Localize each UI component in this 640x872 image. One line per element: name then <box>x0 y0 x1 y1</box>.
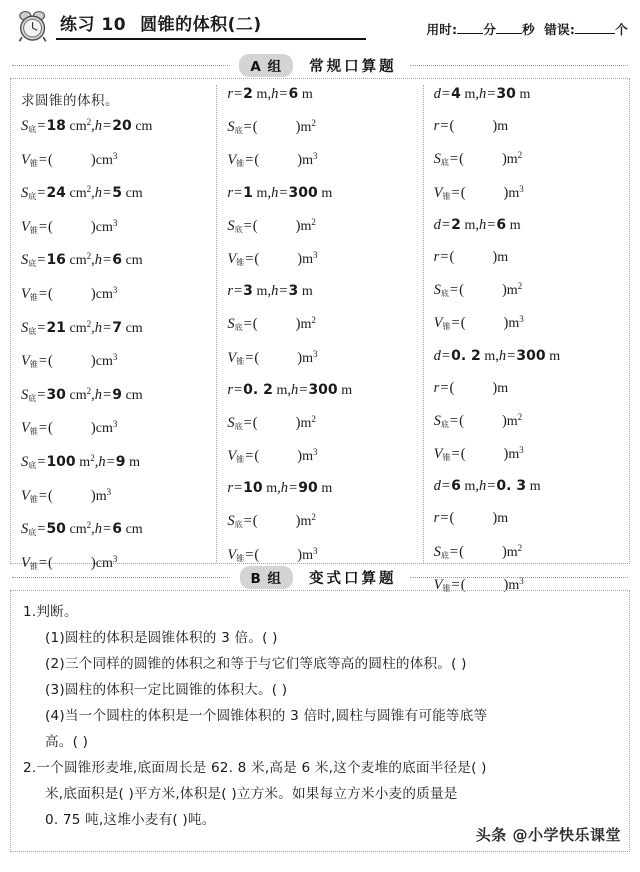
question-1-item-4[interactable]: (4)当一个圆柱的体积是一个圆锥体积的 3 倍时,圆柱与圆锥有可能等底等 <box>45 708 488 724</box>
row-s-given-3: $S_底=16$ $cm^2,h=6$ cm <box>21 251 143 269</box>
section-b <box>10 590 630 852</box>
row-s-blank-5[interactable]: $S_底=$( )$m^2$ <box>227 512 316 530</box>
time-label: 用时: <box>426 22 458 37</box>
question-1-item-1[interactable]: (1)圆柱的体积是圆锥体积的 3 倍。( ) <box>45 630 278 646</box>
row-r-blank-4[interactable]: r=( )m <box>433 510 509 527</box>
second-unit: 秒 <box>522 22 535 37</box>
row-v-blank-3[interactable]: $V_锥=$( )$m^3$ <box>227 348 318 366</box>
row-s-blank-3[interactable]: $S_底=$( )$m^2$ <box>433 411 523 429</box>
row-s-given-5: $S_底=30$ $cm^2,h=9$ cm <box>21 385 143 403</box>
row-s-blank-3[interactable]: $S_底=$( )$m^2$ <box>227 315 316 333</box>
column-1-prompt: 求圆锥的体积。 <box>21 93 119 109</box>
question-1-item-3[interactable]: (3)圆柱的体积一定比圆锥的体积大。( ) <box>45 682 288 698</box>
question-2-line-1[interactable] <box>23 755 619 781</box>
column-1-rows <box>21 118 210 571</box>
row-v-blank-3[interactable]: $V_锥=$( )$m^3$ <box>433 445 524 463</box>
row-s-blank-1[interactable]: $S_底=$( )$m^2$ <box>433 150 523 168</box>
alarm-clock-icon <box>16 9 50 43</box>
error-unit: 个 <box>615 22 628 37</box>
group-b-banner <box>0 564 640 590</box>
timing-meta <box>426 20 628 38</box>
row-v-blank-4[interactable]: $V_锥=$( )$m^3$ <box>227 447 318 465</box>
group-a-label: 常规口算题 <box>305 55 401 76</box>
row-s-blank-2[interactable]: $S_底=$( )$m^2$ <box>227 216 316 234</box>
group-b-label: 变式口算题 <box>305 567 401 588</box>
row-v-blank-3[interactable]: $V_锥=$( )$cm^3$ <box>21 284 118 302</box>
row-d-given-3: d=0. 2 m,h=300 m <box>433 347 561 364</box>
row-s-given-4: $S_底=21$ $cm^2,h=7$ cm <box>21 318 143 336</box>
group-b-badge: B 组 <box>240 566 294 589</box>
row-s-given-1: $S_底=18$ $cm^2,h=20$ cm <box>21 117 153 134</box>
row-s-given-7: $S_底=50$ $cm^2,h=6$ cm <box>21 520 143 538</box>
question-1 <box>23 599 619 755</box>
row-d-given-1: d=4 m,h=30 m <box>433 86 531 102</box>
group-a-badge: A 组 <box>239 54 293 77</box>
column-2 <box>216 85 422 563</box>
exercise-number: 练习 10 <box>60 15 127 35</box>
row-r-blank-2[interactable]: r=( )m <box>433 248 509 265</box>
question-1-number: 1. <box>23 604 37 620</box>
row-v-blank-7[interactable]: $V_锥=$( )$cm^3$ <box>21 553 118 571</box>
row-v-blank-2[interactable]: $V_锥=$( )$m^3$ <box>227 249 318 267</box>
question-2-line-2[interactable]: 米,底面积是( )平方米,体积是( )立方米。如果每立方米小麦的质量是 <box>45 786 458 802</box>
row-r-blank-3[interactable]: r=( )m <box>433 379 509 396</box>
column-3-rows <box>434 87 623 593</box>
column-2-rows <box>227 87 416 563</box>
row-v-blank-1[interactable]: $V_锥=$( )$m^3$ <box>433 183 524 201</box>
group-a-banner <box>0 52 640 78</box>
column-3 <box>423 85 629 593</box>
question-1-text: 判断。 <box>36 604 78 620</box>
row-r-given-1: r=2 m,h=6 m <box>227 86 313 102</box>
row-s-given-6: $S_底=100$ $m^2,h=9$ m <box>21 452 141 470</box>
row-r-given-2: r=1 m,h=300 m <box>227 184 333 201</box>
row-v-blank-4[interactable]: $V_锥=$( )$m^3$ <box>433 575 524 593</box>
question-1-stem <box>23 599 619 625</box>
question-1-item-4-cont[interactable]: 高。( ) <box>45 734 89 750</box>
row-s-blank-1[interactable]: $S_底=$( )$m^2$ <box>227 118 316 136</box>
row-s-blank-4[interactable]: $S_底=$( )$m^2$ <box>227 413 316 431</box>
row-v-blank-1[interactable]: $V_锥=$( )$cm^3$ <box>21 150 118 168</box>
page-title <box>56 10 366 40</box>
seconds-blank[interactable] <box>496 33 522 34</box>
page-header <box>0 0 640 52</box>
row-v-blank-5[interactable]: $V_锥=$( )$cm^3$ <box>21 419 118 437</box>
question-2 <box>23 755 619 833</box>
row-r-given-5: r=10 m,h=90 m <box>227 480 333 497</box>
errors-blank[interactable] <box>575 33 615 34</box>
row-r-blank-1[interactable]: r=( )m <box>433 118 509 135</box>
row-v-blank-1[interactable]: $V_锥=$( )$m^3$ <box>227 151 318 169</box>
row-r-given-4: r=0. 2 m,h=300 m <box>227 381 353 398</box>
question-2-text-1: 一个圆锥形麦堆,底面周长是 62. 8 米,高是 6 米,这个麦堆的底面半径是( ) <box>36 760 487 776</box>
exercise-title: 圆锥的体积(二) <box>140 15 262 35</box>
watermark: 头条 @小学快乐课堂 <box>475 826 621 844</box>
row-v-blank-2[interactable]: $V_锥=$( )$cm^3$ <box>21 217 118 235</box>
column-1 <box>11 85 216 571</box>
row-d-given-2: d=2 m,h=6 m <box>433 216 521 233</box>
row-r-given-3: r=3 m,h=3 m <box>227 283 313 300</box>
row-v-blank-4[interactable]: $V_锥=$( )$cm^3$ <box>21 352 118 370</box>
row-v-blank-2[interactable]: $V_锥=$( )$m^3$ <box>433 314 524 332</box>
row-d-given-4: d=6 m,h=0. 3 m <box>433 478 541 495</box>
minutes-blank[interactable] <box>457 33 483 34</box>
row-v-blank-5[interactable]: $V_锥=$( )$m^3$ <box>227 545 318 563</box>
row-s-blank-4[interactable]: $S_底=$( )$m^2$ <box>433 542 523 560</box>
question-2-number: 2. <box>23 760 37 776</box>
question-1-item-2[interactable]: (2)三个同样的圆锥的体积之和等于与它们等底等高的圆柱的体积。( ) <box>45 656 467 672</box>
row-s-given-2: $S_底=24$ $cm^2,h=5$ cm <box>21 184 143 202</box>
row-v-blank-6[interactable]: $V_锥=$( )$m^3$ <box>21 486 112 504</box>
row-s-blank-2[interactable]: $S_底=$( )$m^2$ <box>433 281 523 299</box>
question-2-line-3[interactable]: 0. 75 吨,这堆小麦有( )吨。 <box>45 812 216 828</box>
error-label: 错误: <box>544 22 576 37</box>
minute-unit: 分 <box>483 22 497 37</box>
